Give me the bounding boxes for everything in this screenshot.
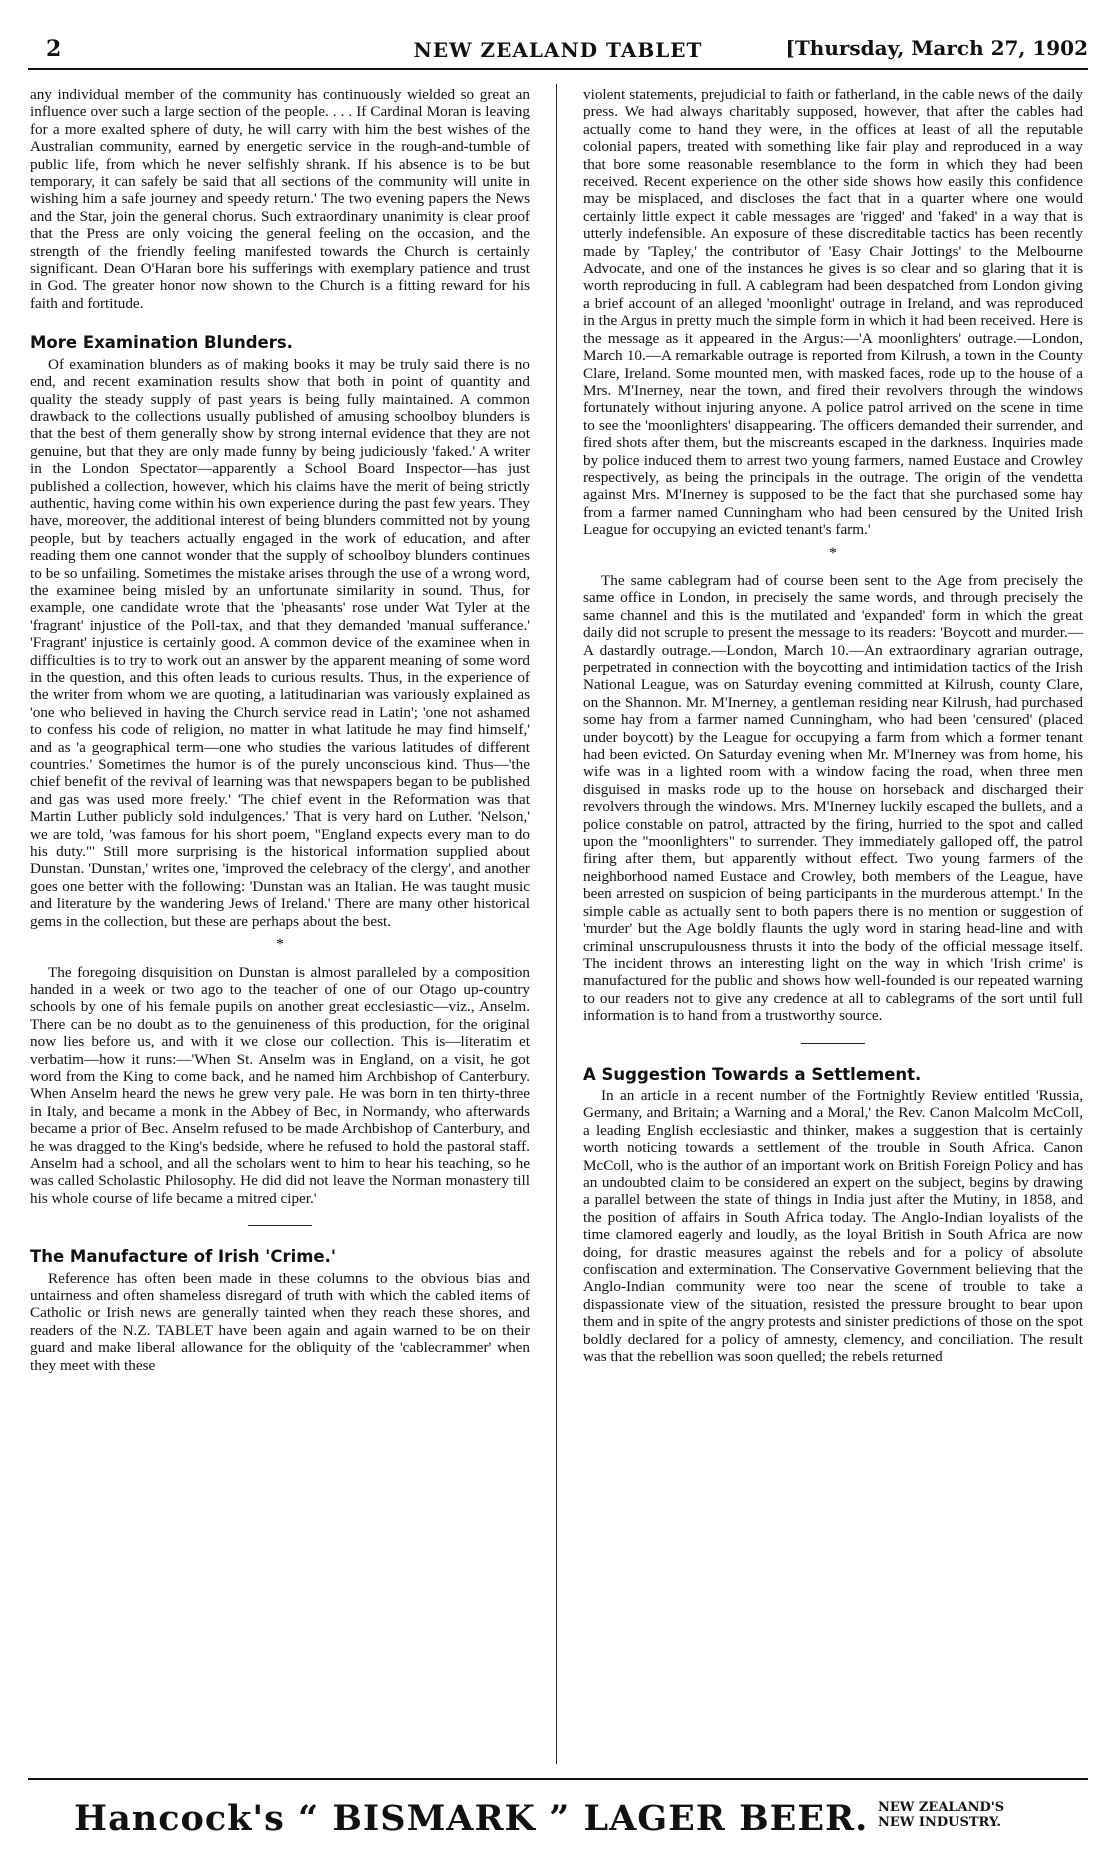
section-star: * <box>276 936 284 954</box>
paragraph-blunders: Of examination blunders as of making books it may be truly said there is no end, and recent examination results show that both in point of quantity and quality the steady supply of past years is being fully maintained. A common drawback to the collections usually published of amusing schoolboy blunders is that the best of them generally show by strong internal evidence that they are not genuine, but that they are only made funny by being judiciously 'faked.' A writer in the London Spectator—apparently a School Board Inspector—has just published a collection, however, which his claims have the merit of being strictly authentic, having come within his own experience during the past few years. They have, moreover, the additional interest of being blunders committed not by young people, but by teachers actually engaged in the work of education, and after reading them one cannot wonder that the supply of schoolboy blunders continues to be so unfailing. Sometimes the mistake arises through the use of a wrong word, the examinee being misled by an unfortunate similarity in sound. Thus, for example, one candidate wrote that the 'pheasants' rose under Wat Tyler at the 'fragrant' injustice of the Poll-tax, and that they demanded 'manual sufferance.' 'Fragrant' injustice is certainly good. A common device of the examinee when in difficulties is to try to work out an answer by the apparent meaning of some word in the question, and this often leads to curious results. Thus, in the experience of the writer from whom we are quoting, a latitudinarian was variously explained as 'one who believed in having the Church service read in Latin'; 'one not ashamed to confess his code of religion, no matter in what latitude he may find himself,' and as 'a geographical term—one who studies the various latitudes of different countries.' Sometimes the humor is of the purely unconscious kind. Thus—'the chief benefit of the revival of learning was that newspapers began to be published and gas was used more freely.' 'The chief event in the Reformation was that Martin Luther publicly sold indulgences.' That is very hard on Luther. 'Nelson,' we are told, 'was famous for his short poem, "England expects every man to do his duty."' Still more surprising is the historical information supplied about Dunstan. 'Dunstan,' writes one, 'improved the celebracy of the clergy', and another goes one better with the following: 'Dunstan was an Italian. He was taught music and literature by the wandering Jews of Ireland.' There are many other historical gems in the collection, but these are perhaps about the best. <box>30 355 530 930</box>
ad-headline: Hancock's “ BISMARK ” LAGER BEER. <box>74 1798 869 1839</box>
heading-suggestion-towards-settlement: A Suggestion Towards a Settlement. <box>583 1064 922 1084</box>
page-number: 2 <box>46 36 62 62</box>
column-divider <box>556 84 557 1764</box>
ad-tagline-line2: NEW INDUSTRY. <box>878 1815 1002 1830</box>
heading-manufacture-of-irish-crime: The Manufacture of Irish 'Crime.' <box>30 1247 336 1267</box>
paragraph-violent-statements: violent statements, prejudicial to faith or fatherland, in the cable news of the daily press. We had always charitably supposed, however, that after the cables had actually come to hand they were, in the offices at least of all the reputable colonial papers, treated with something like fair play and reproduced in a way that bore some reasonable resemblance to the form in which they had been received. Recent experience on the other side shows how easily this confidence may be misplaced, and discloses the fact that in a quarter where one would certainly little expect it cable messages are 'rigged' and 'faked' in a way that is utterly indefensible. An exposure of these discreditable tactics has been recently made by 'Tapley,' the contributor of 'Easy Chair Jottings' to the Melbourne Advocate, and one of the instances he gives is so clear and so glaring that it is worth reproducing in full. A cablegram had been despatched from London giving a brief account of an alleged 'moonlight' outrage in Ireland, and was reproduced in the Argus in pretty much the simple form in which it had been received. Here is the message as it appeared in the Argus:—'A moonlighters' outrage.—London, March 10.—A remarkable outrage is reported from Kilrush, a town in the County Clare, Ireland. Some mounted men, with masked faces, rode up to the house of a Mrs. M'Inerney, near the town, and fired their revolvers through the windows fortunately without injuring anyone. A police patrol arrived on the scene in time to see the 'moonlighters' disappearing. The officers demanded their surrender, and fired shots after them, but the miscreants escaped in the darkness. Inquiries made by police induced them to arrest two young farmers, named Eustace and Crowley respectively, as being the principals in the outrage. The origin of the vendetta against Mrs. M'Inerney is supposed to be the fact that she purchased some hay from a farmer named Cunningham who had been censured by the United Irish League for occupying an evicted tenant's farm.' <box>583 86 1083 539</box>
issue-date: [Thursday, March 27, 1902 <box>785 36 1088 60</box>
masthead <box>28 28 1088 70</box>
ad-tagline-line1: NEW ZEALAND'S <box>878 1800 1005 1815</box>
paragraph-crime: Reference has often been made in these columns to the obvious bias and untairness and often shameless disregard of truth with which the cabled items of Catholic or Irish news are generally tainted when they reach these shores, and readers of the N.Z. TABLET have been again and again warned to be on their guard and make liberal allowance for the obliquity of the 'cablecrammer' when they meet with these <box>30 1269 530 1374</box>
section-rule <box>801 1043 865 1044</box>
paragraph-intro: any individual member of the community has continuously wielded so great an influence over such a large section of the people. . . . If Cardinal Moran is leaving for a more exalted sphere of duty, he will carry with him the best wishes of the Australian community, earned by energetic service in the rough-and-tumble of public life, from which he never selfishly shrank. If his absence is to be but temporary, it can safely be said that all sections of the community will unite in wishing him a safe journey and speedy return.' The two evening papers the News and the Star, join the general chorus. Such extraordinary unanimity is clear proof that the Press are only voicing the general feeling on the occasion, and the strength of the friendly feeling manifested towards the Church is certainly significant. Dean O'Haran bore his sufferings with exemplary patience and trust in God. The greater honor now shown to the Church is a fitting reward for his faith and fortitude. <box>30 86 530 312</box>
paragraph-settlement: In an article in a recent number of the Fortnightly Review entitled 'Russia, Germany, and Britain; a Warning and a Moral,' the Rev. Canon Malcolm McColl, a leading English ecclesiastic and thinker, makes a suggestion that is certainly worth noticing towards a settlement of the trouble in South Africa. Canon McColl, who is the author of an important work on British Foreign Policy and has an undoubted claim to be considered an expert on the subject, begins by drawing a parallel between the state of things in India just after the Mutiny, in 1858, and the position of affairs in South Africa today. The Anglo-Indian loyalists of the time clamored eagerly and loudly, as the loyal British in South Africa are now doing, for drastic measures against the rebels and for a policy of absolute confiscation and extermination. The Conservative Government believing that the Anglo-Indian community were too near the scene of trouble to take a dispassionate view of the situation, resisted the pressure brought to bear upon them and in spite of the angry protests and sinister predictions of those on the spot boldly declared for a policy of amnesty, clemency, and conciliation. The result was that the rebellion was soon quelled; the rebels returned <box>583 1086 1083 1366</box>
right-column <box>583 86 1083 1766</box>
footer-advertisement <box>28 1784 1088 1854</box>
paragraph-age-cablegram: The same cablegram had of course been sent to the Age from precisely the same office in London, in precisely the same words, and through precisely the same channel and this is the mutilated and 'expanded' form in which the great daily did not scruple to present the message to its readers: 'Boycott and murder.—A dastardly outrage.—London, March 10.—An extraordinary agrarian outrage, perpetrated in connection with the boycotting and intimidation tactics of the Irish National League, was on Saturday evening committed at Kilrush, county Clare, on the Shannon. Mr. M'Inerney, a gentleman residing near Kilrush, had purchased some hay from a farmer named Cunningham, who had been 'censured' (placed under boycott) by the League for occupying a farm from which a former tenant had been evicted. On Saturday evening when Mr. M'Inerney was from home, his wife was in a lighted room with a window facing the road, when three men disguised in masks rode up to the house on horseback and discharged their revolvers through the windows. Mrs. M'Inerney luckily escaped the bullets, and a police constable on patrol, attracted by the firing, hurried to the spot and called upon the "moonlighters" to surrender. They immediately galloped off, the patrol firing after them, but apparently without effect. Two young farmers of the neighborhood named Eustace and Crowley, both members of the League, have been arrested on suspicion of being participants in the murderous attempt.' In the simple cable as actually sent to both papers there is no mention or suggestion of 'murder' but the Age boldly flaunts the ugly word in staring head-line and with criminal unscrupulousness thrusts it into the body of the official message itself. The incident throws an interesting light on the way in which 'Irish crime' is manufactured for the public and shows how well-founded is our repeated warning to our readers not to give any credence at all to cablegrams of the sort until full information is to hand from a trustworthy source. <box>583 571 1083 1025</box>
footer-rule <box>28 1778 1088 1780</box>
paragraph-dunstan: The foregoing disquisition on Dunstan is almost paralleled by a composition handed in a week or two ago to the teacher of one of our Otago up-country schools by one of his female pupils on another great ecclesiastic—viz., Anselm. There can be no doubt as to the genuineness of this production, for the original now lies before us, and with it we close our collection. This is—literatim et verbatim—how it runs:—'When St. Anselm was in England, on a visit, he got word from the King to come back, and he named him Archbishop of Canterbury. When Anselm heard the news he grew very pale. He was born in ten thirty-three in Italy, and became a monk in the Abbey of Bec, in Normandy, who afterwards became a prior of Bec. Anselm refused to be made Archbishop of Canterbury, and he was dragged to the King's bedside, where he refused to hold the pastoral staff. Anselm had a school, and all the scholars went to him to hear his teaching, so he was called Scholastic Philosophy. He did did not leave the Norman monastery till his whole course of life became a mitred ciper.' <box>30 963 530 1207</box>
section-star: * <box>829 544 837 562</box>
ad-tagline <box>878 1800 1004 1830</box>
left-column <box>30 86 530 1766</box>
heading-more-examination-blunders: More Examination Blunders. <box>30 333 293 353</box>
section-rule <box>248 1225 312 1226</box>
newspaper-title: NEW ZEALAND TABLET <box>413 38 703 62</box>
